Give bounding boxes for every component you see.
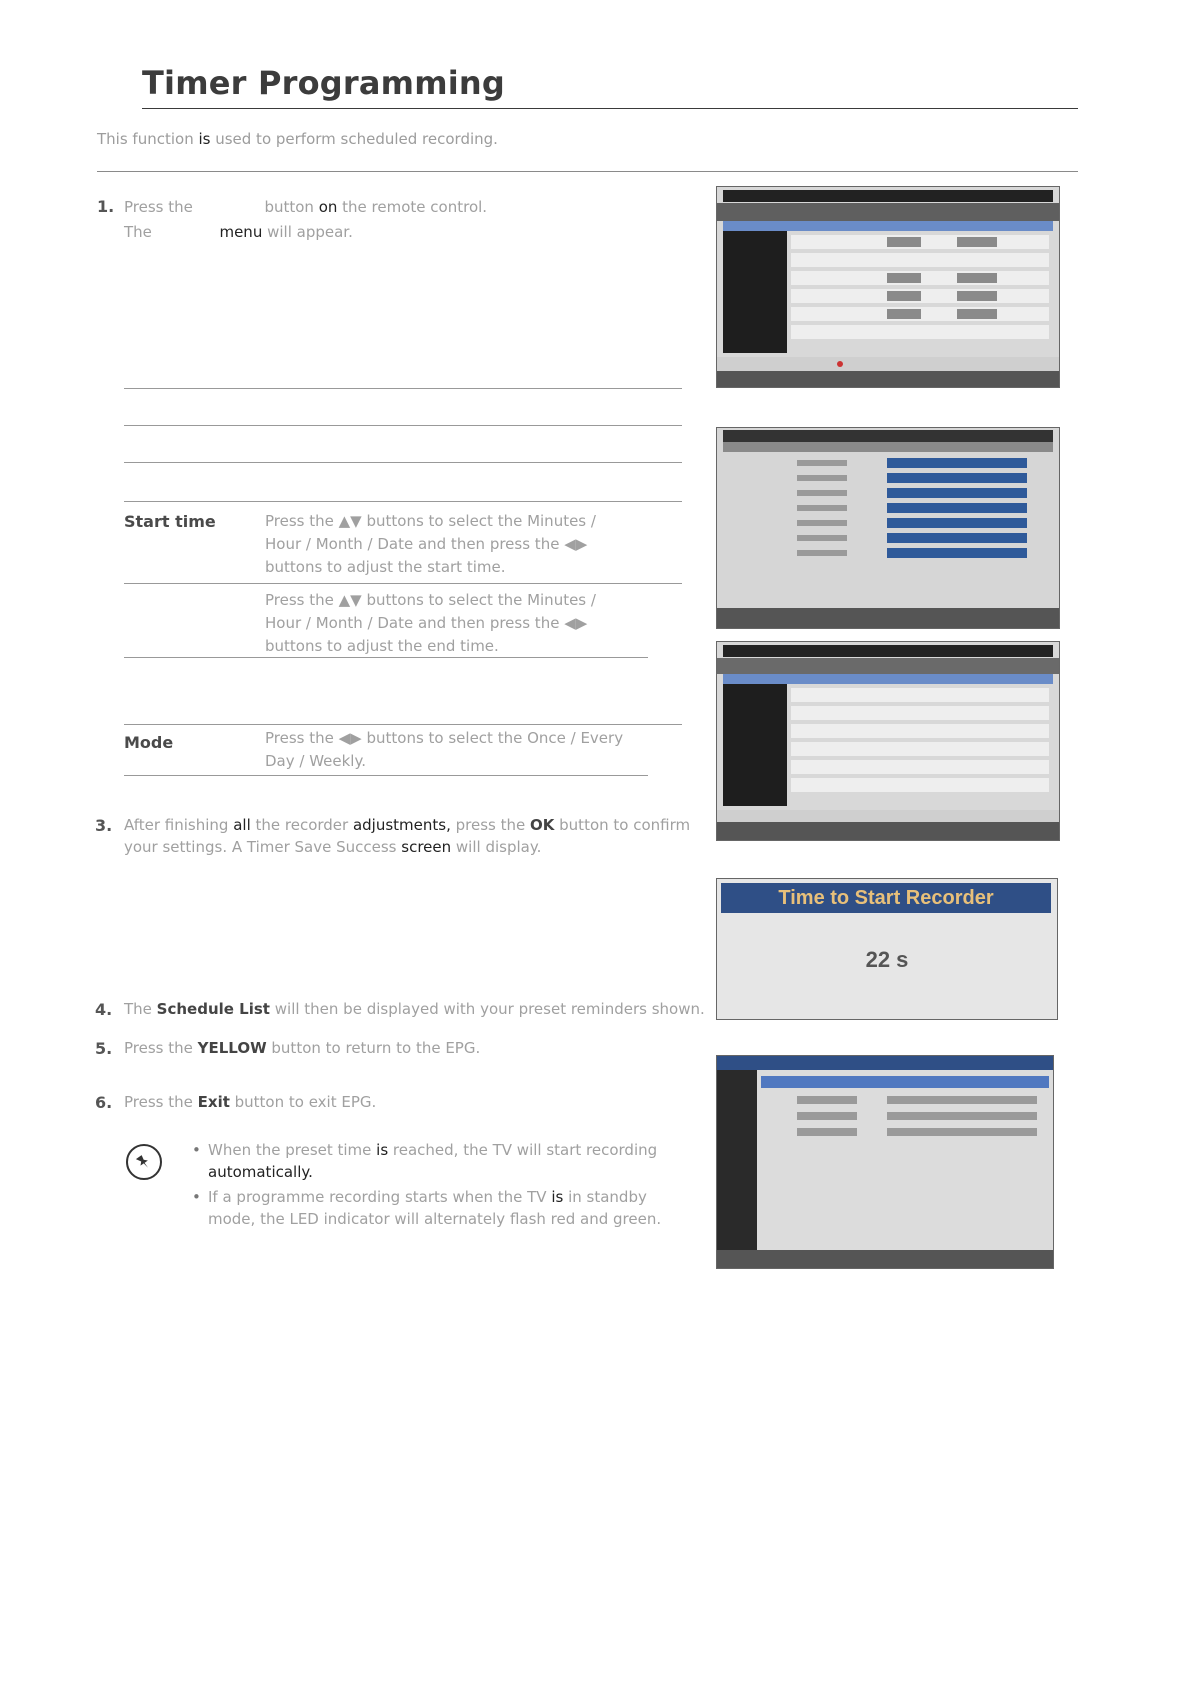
end-time-line-1: Press the ▲▼ buttons to select the Minutes / [265,591,596,609]
screenshot-epg-scheduled [716,641,1060,841]
step-3-settings: your settings. A Timer Save Success [124,838,402,856]
note-2-line-2: mode, the LED indicator will alternately flash red and green. [208,1210,662,1228]
step-6-rest: button to exit EPG. [229,1093,377,1111]
note-2-pre: If a programme recording starts when the TV [208,1188,552,1206]
mode-description [265,727,635,773]
step-1-number: 1. [97,197,115,216]
step-1-on: on [318,198,338,216]
step-4-the: The [124,1000,157,1018]
screenshot-timer-edit [716,427,1060,629]
mode-line-2: Day / Weekly. [265,752,366,770]
epg-scheduled-image [717,642,1059,840]
screenshot-schedule-list [716,1055,1054,1269]
screenshot-epg-menu [716,186,1060,388]
step-3-all: all [233,816,251,834]
step-4-text [124,997,705,1021]
end-time-description [265,589,635,658]
step-5-press: Press the [124,1039,198,1057]
schedule-list-image [717,1056,1053,1268]
intro-text [97,130,498,148]
step-1-line-1 [124,195,487,219]
step-1-press: Press the [124,198,193,216]
intro-is: is [198,130,211,148]
start-time-line-2: Hour / Month / Date and then press the ◀▶ [265,535,588,553]
table-rule-1 [124,388,682,389]
mode-label: Mode [124,733,174,752]
step-4-rest: will then be displayed with your preset reminders shown. [269,1000,705,1018]
countdown-value: 22 s [865,947,909,972]
step-6-text [124,1090,376,1114]
table-rule-6 [124,657,648,658]
start-time-line-1: Press the ▲▼ buttons to select the Minutes / [265,512,596,530]
pushpin-icon [133,1151,155,1173]
start-time-description [265,510,635,579]
note-2-is: is [551,1188,564,1206]
step-3-ok: OK [530,816,555,834]
note-2-post: in standby [563,1188,647,1206]
step-1-line-2 [124,220,353,244]
timer-edit-image [717,428,1059,628]
table-rule-5 [124,583,682,584]
intro-pre: This function [97,130,199,148]
end-time-line-3: buttons to adjust the end time. [265,637,499,655]
step-1-menu: menu [219,223,263,241]
step-3-adjustments: adjustments, [352,816,451,834]
mode-line-1: Press the ◀▶ buttons to select the Once / Every [265,729,624,747]
step-5-number: 5. [95,1039,113,1058]
screenshot-countdown [716,878,1058,1020]
title-divider [142,108,1078,109]
step-3-confirm: button to confirm [554,816,691,834]
table-rule-2 [124,425,682,426]
step-4-number: 4. [95,1000,113,1019]
step-5-rest: button to return to the EPG. [266,1039,481,1057]
step-3-press: press the [450,816,531,834]
pin-note-icon [126,1144,162,1180]
bullet-dot: • [192,1141,201,1159]
step-6-number: 6. [95,1093,113,1112]
note-bullet-2 [192,1186,662,1230]
intro-divider [97,171,1078,172]
end-time-line-2: Hour / Month / Date and then press the ◀▶ [265,614,588,632]
table-rule-4 [124,501,682,502]
table-rule-3 [124,462,682,463]
step-3-number: 3. [95,816,113,835]
note-1-post: reached, the TV will start recording [388,1141,658,1159]
step-3-display: will display. [451,838,542,856]
step-1-the: The [124,223,152,241]
start-time-line-3: buttons to adjust the start time. [265,558,506,576]
step-6-press: Press the [124,1093,198,1111]
step-1-button-word: button [264,198,314,216]
step-3-recorder: the recorder [250,816,353,834]
step-3-after: After finishing [124,816,234,834]
note-1-pre: When the preset time [208,1141,377,1159]
table-rule-8 [124,775,648,776]
note-bullet-1 [192,1139,662,1183]
step-1-appear: will appear. [267,223,353,241]
step-3-line-2 [124,835,541,859]
countdown-title: Time to Start Recorder [721,883,1051,913]
page-title: Timer Programming [142,64,506,102]
table-rule-7 [124,724,682,725]
note-1-line-2: automatically. [208,1163,313,1181]
step-6-exit: Exit [197,1093,230,1111]
step-5-text [124,1036,480,1060]
start-time-label: Start time [124,512,216,531]
step-3-screen: screen [401,838,452,856]
note-1-is: is [376,1141,389,1159]
epg-menu-image [717,187,1059,387]
step-1-remote: the remote control. [342,198,488,216]
step-4-schedule-list: Schedule List [156,1000,270,1018]
step-5-yellow: YELLOW [197,1039,267,1057]
step-3-line-1 [124,813,690,837]
intro-post: used to perform scheduled recording. [210,130,498,148]
bullet-dot: • [192,1188,201,1206]
